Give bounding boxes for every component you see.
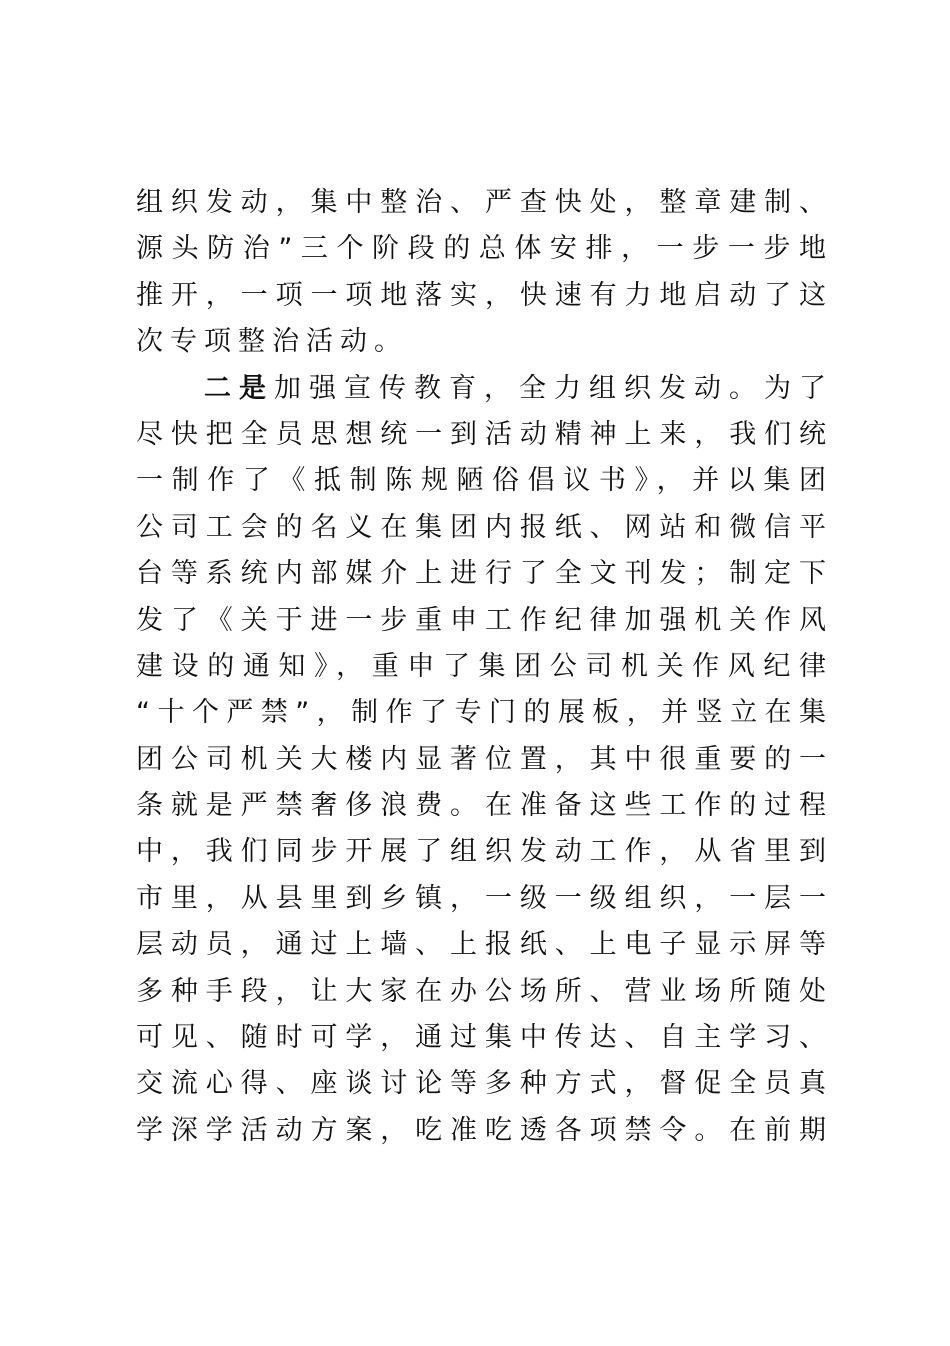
paragraph-2-line-1: [136, 366, 826, 412]
paragraph-2-line-10: 条就是严禁奢侈浪费。在准备这些工作的过程: [136, 790, 826, 822]
paragraph-2-line-2: 尽快把全员思想统一到活动精神上来，我们统: [136, 418, 826, 450]
paragraph-2-line-5: 台等系统内部媒介上进行了全文刊发；制定下: [136, 558, 826, 590]
paragraph-2-first-line-text: 加强宣传教育，全力组织发动。为了: [274, 372, 826, 404]
paragraph-1-line-4: 次专项整治活动。: [136, 326, 408, 358]
paragraph-2-line-15: 可见、随时可学，通过集中传达、自主学习、: [136, 1022, 826, 1054]
paragraph-2-line-3: 一制作了《抵制陈规陋俗倡议书》，并以集团: [136, 465, 826, 497]
paragraph-2-line-7: 建设的通知》，重申了集团公司机关作风纪律: [136, 650, 826, 682]
paragraph-1-line-1: 组织发动，集中整治、严查快处，整章建制、: [136, 187, 826, 218]
paragraph-2-line-17: 学深学活动方案，吃准吃透各项禁令。在前期: [136, 1114, 826, 1146]
paragraph-2-line-11: 中，我们同步开展了组织发动工作，从省里到: [136, 836, 826, 868]
paragraph-2-line-12: 市里，从县里到乡镇，一级一级组织，一层一: [136, 882, 826, 914]
paragraph-2-line-6: 发了《关于进一步重申工作纪律加强机关作风: [136, 604, 826, 636]
paragraph-2-line-16: 交流心得、座谈讨论等多种方式，督促全员真: [136, 1068, 826, 1100]
paragraph-2-line-4: 公司工会的名义在集团内报纸、网站和微信平: [136, 511, 826, 543]
paragraph-2-line-8: “十个严禁”，制作了专门的展板，并竖立在集: [136, 697, 826, 729]
body-text: [136, 180, 826, 1154]
paragraph-1-line-2: 源头防治”三个阶段的总体安排，一步一步地: [136, 233, 826, 265]
paragraph-2-line-14: 多种手段，让大家在办公场所、营业场所随处: [136, 975, 826, 1007]
paragraph-2-lead: 二是: [204, 372, 274, 404]
paragraph-1-line-3: 推开，一项一项地落实，快速有力地启动了这: [136, 279, 826, 311]
paragraph-2-line-13: 层动员，通过上墙、上报纸、上电子显示屏等: [136, 929, 826, 961]
paragraph-2-line-9: 团公司机关大楼内显著位置，其中很重要的一: [136, 743, 826, 775]
